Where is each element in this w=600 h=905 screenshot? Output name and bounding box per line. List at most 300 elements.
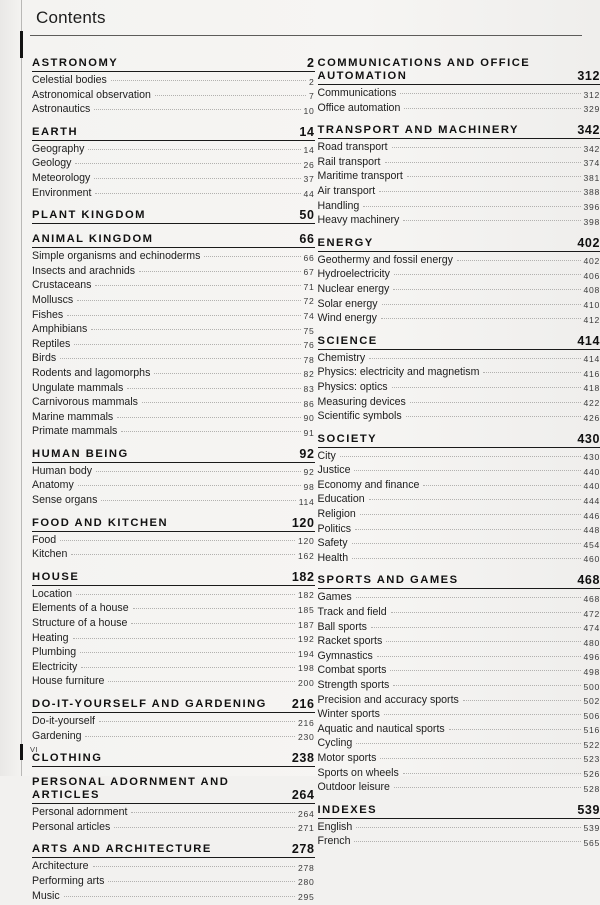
- toc-entry-leader: [403, 772, 581, 774]
- chapter-heading[interactable]: [32, 209, 315, 224]
- toc-entry-label: Do-it-yourself: [32, 714, 95, 729]
- chapter-block: [318, 433, 600, 566]
- toc-entry-leader: [380, 757, 580, 759]
- toc-entry-leader: [340, 455, 581, 457]
- toc-entry-leader: [71, 553, 295, 555]
- toc-entry-label: Location: [32, 587, 72, 602]
- chapter-entry-list: [318, 86, 600, 115]
- toc-entry-label: Economy and finance: [318, 478, 420, 493]
- chapter-block: [32, 57, 315, 117]
- toc-entry-label: Music: [32, 889, 60, 904]
- toc-entry-page-number: 528: [584, 782, 600, 797]
- chapter-heading[interactable]: [318, 237, 600, 252]
- toc-entry-page-number: 7: [309, 89, 314, 104]
- page-title: Contents: [36, 8, 106, 28]
- toc-entry-page-number: 526: [584, 767, 600, 782]
- chapter-title: SCIENCE: [318, 335, 378, 348]
- chapter-heading[interactable]: [318, 335, 600, 350]
- toc-entry[interactable]: [32, 424, 315, 439]
- toc-entry[interactable]: [318, 297, 600, 312]
- toc-entry[interactable]: [32, 142, 315, 157]
- toc-entry-leader: [94, 108, 300, 110]
- chapter-entry-list: [32, 142, 315, 200]
- chapter-entry-list: [318, 351, 600, 424]
- toc-entry[interactable]: [318, 351, 600, 366]
- toc-entry-leader: [91, 328, 300, 330]
- chapter-page-number: 120: [284, 517, 315, 530]
- toc-entry[interactable]: [318, 780, 600, 795]
- toc-entry-label: Geology: [32, 156, 71, 171]
- toc-entry-leader: [355, 528, 580, 530]
- toc-entry[interactable]: [32, 73, 315, 88]
- toc-entry[interactable]: [32, 645, 315, 660]
- toc-entry-leader: [384, 713, 581, 715]
- toc-entry-page-number: 98: [304, 480, 315, 495]
- chapter-page-number: 414: [569, 335, 600, 348]
- chapter-heading[interactable]: [318, 574, 600, 589]
- chapter-entry-list: [318, 449, 600, 566]
- toc-entry-leader: [356, 596, 581, 598]
- toc-entry[interactable]: [32, 293, 315, 308]
- toc-entry-label: Molluscs: [32, 293, 73, 308]
- toc-entry[interactable]: [318, 736, 600, 751]
- toc-entry[interactable]: [32, 533, 315, 548]
- toc-entry-page-number: 539: [584, 821, 600, 836]
- toc-entry-page-number: 498: [584, 665, 600, 680]
- toc-entry-leader: [356, 742, 580, 744]
- toc-entry[interactable]: [32, 249, 315, 264]
- toc-entry[interactable]: [318, 678, 600, 693]
- toc-entry[interactable]: [318, 449, 600, 464]
- chapter-block: [318, 237, 600, 326]
- toc-entry[interactable]: [32, 714, 315, 729]
- toc-entry[interactable]: [318, 590, 600, 605]
- toc-entry-page-number: 426: [584, 411, 600, 426]
- chapter-heading[interactable]: [318, 57, 600, 85]
- chapter-entry-list: [32, 587, 315, 689]
- chapter-entry-list: [32, 73, 315, 117]
- toc-entry-page-number: 522: [584, 738, 600, 753]
- toc-entry[interactable]: [318, 605, 600, 620]
- toc-entry[interactable]: [318, 766, 600, 781]
- chapter-heading[interactable]: [32, 752, 315, 767]
- chapter-page-number: 264: [284, 789, 315, 802]
- chapter-block: [318, 574, 600, 794]
- toc-entry-label: Hydroelectricity: [318, 267, 390, 282]
- chapter-heading[interactable]: [32, 233, 315, 248]
- toc-entry[interactable]: [318, 311, 600, 326]
- toc-entry-label: Measuring devices: [318, 395, 406, 410]
- toc-entry-leader: [60, 357, 300, 359]
- toc-entry[interactable]: [32, 102, 315, 117]
- toc-entry-leader: [400, 92, 580, 94]
- toc-entry[interactable]: [32, 547, 315, 562]
- toc-entry-label: Plumbing: [32, 645, 76, 660]
- toc-entry-label: Celestial bodies: [32, 73, 107, 88]
- toc-entry-leader: [95, 284, 300, 286]
- toc-entry[interactable]: [32, 820, 315, 835]
- toc-entry[interactable]: [318, 199, 600, 214]
- chapter-page-number: 402: [569, 237, 600, 250]
- toc-entry[interactable]: [32, 308, 315, 323]
- toc-entry-label: Safety: [318, 536, 348, 551]
- toc-entry-page-number: 440: [584, 465, 600, 480]
- chapter-heading[interactable]: [32, 517, 315, 532]
- toc-entry-page-number: 44: [304, 187, 315, 202]
- toc-entry-label: Politics: [318, 522, 352, 537]
- chapter-entry-list: [318, 253, 600, 326]
- toc-entry-leader: [117, 416, 300, 418]
- toc-entry[interactable]: [318, 536, 600, 551]
- toc-entry[interactable]: [318, 140, 600, 155]
- chapter-page-number: 312: [569, 70, 600, 83]
- toc-entry[interactable]: [318, 722, 600, 737]
- toc-entry-leader: [352, 557, 580, 559]
- toc-entry-leader: [393, 288, 580, 290]
- toc-entry-page-number: 90: [304, 411, 315, 426]
- chapter-page-number: 50: [291, 209, 314, 222]
- toc-entry-page-number: 192: [298, 632, 314, 647]
- chapter-heading[interactable]: [32, 57, 315, 72]
- chapter-title: ASTRONOMY: [32, 57, 118, 70]
- toc-entry[interactable]: [318, 634, 600, 649]
- toc-entry[interactable]: [32, 859, 315, 874]
- toc-entry[interactable]: [32, 186, 315, 201]
- toc-entry-leader: [354, 469, 580, 471]
- toc-entry[interactable]: [318, 155, 600, 170]
- toc-entry-leader: [96, 470, 300, 472]
- toc-entry-label: Structure of a house: [32, 616, 127, 631]
- chapter-block: [318, 124, 600, 228]
- toc-entry-leader: [139, 270, 300, 272]
- chapter-title: PLANT KINGDOM: [32, 209, 146, 222]
- toc-entry-leader: [352, 542, 581, 544]
- toc-entry-label: Maritime transport: [318, 169, 403, 184]
- toc-entry-leader: [76, 593, 295, 595]
- header-divider: [30, 35, 582, 36]
- toc-entry-leader: [131, 811, 295, 813]
- contents-column-right: [318, 57, 600, 904]
- toc-entry-leader: [88, 148, 300, 150]
- toc-entry[interactable]: [32, 874, 315, 889]
- toc-entry[interactable]: [318, 365, 600, 380]
- toc-entry-page-number: 271: [298, 821, 314, 836]
- chapter-block: [32, 448, 315, 508]
- chapter-page-number: 342: [569, 124, 600, 137]
- toc-entry[interactable]: [318, 707, 600, 722]
- toc-entry[interactable]: [318, 693, 600, 708]
- toc-entry[interactable]: [32, 464, 315, 479]
- toc-entry-page-number: 422: [584, 396, 600, 411]
- toc-entry-leader: [204, 255, 300, 257]
- toc-entry-page-number: 398: [584, 215, 600, 230]
- toc-entry[interactable]: [318, 751, 600, 766]
- toc-entry-leader: [81, 666, 295, 668]
- toc-entry[interactable]: [32, 805, 315, 820]
- toc-entry-page-number: 444: [584, 494, 600, 509]
- toc-entry-label: Motor sports: [318, 751, 377, 766]
- toc-entry[interactable]: [318, 101, 600, 116]
- toc-entry[interactable]: [318, 834, 600, 849]
- toc-entry-label: Communications: [318, 86, 397, 101]
- toc-entry-leader: [381, 317, 581, 319]
- toc-entry[interactable]: [318, 184, 600, 199]
- toc-entry[interactable]: [32, 601, 315, 616]
- toc-entry-label: Human body: [32, 464, 92, 479]
- toc-entry[interactable]: [32, 337, 315, 352]
- toc-entry[interactable]: [318, 463, 600, 478]
- toc-entry-label: Health: [318, 551, 349, 566]
- toc-entry-label: City: [318, 449, 336, 464]
- toc-entry-page-number: 182: [298, 588, 314, 603]
- toc-entry-leader: [393, 684, 580, 686]
- chapter-title: SOCIETY: [318, 433, 378, 446]
- toc-entry-page-number: 448: [584, 523, 600, 538]
- toc-entry-leader: [108, 680, 295, 682]
- toc-entry-label: Games: [318, 590, 352, 605]
- chapter-title: HOUSE: [32, 571, 79, 584]
- chapter-heading[interactable]: [32, 126, 315, 141]
- chapter-block: [318, 57, 600, 115]
- toc-entry-page-number: 72: [304, 294, 315, 309]
- toc-entry[interactable]: [318, 213, 600, 228]
- toc-entry-label: Road transport: [318, 140, 388, 155]
- toc-entry-leader: [95, 192, 300, 194]
- toc-entry-page-number: 78: [304, 353, 315, 368]
- chapter-title: COMMUNICATIONS AND OFFICE AUTOMATION: [318, 57, 570, 83]
- toc-entry-leader: [60, 539, 295, 541]
- toc-entry[interactable]: [32, 264, 315, 279]
- chapter-block: [32, 517, 315, 562]
- chapter-heading[interactable]: [32, 843, 315, 858]
- chapter-block: [32, 752, 315, 767]
- toc-entry-leader: [410, 401, 581, 403]
- chapter-entry-list: [32, 533, 315, 562]
- toc-entry-label: Ungulate mammals: [32, 381, 123, 396]
- chapter-title: EARTH: [32, 126, 78, 139]
- toc-entry[interactable]: [318, 649, 600, 664]
- toc-entry[interactable]: [318, 551, 600, 566]
- toc-entry-page-number: 66: [304, 251, 315, 266]
- toc-entry-leader: [94, 177, 300, 179]
- toc-entry[interactable]: [32, 493, 315, 508]
- toc-entry[interactable]: [32, 156, 315, 171]
- toc-entry[interactable]: [318, 478, 600, 493]
- toc-entry-page-number: 216: [298, 716, 314, 731]
- toc-entry-page-number: 416: [584, 367, 600, 382]
- toc-entry-leader: [377, 655, 581, 657]
- toc-entry[interactable]: [32, 381, 315, 396]
- toc-entry[interactable]: [32, 366, 315, 381]
- toc-entry[interactable]: [318, 820, 600, 835]
- chapter-title: DO-IT-YOURSELF AND GARDENING: [32, 698, 267, 711]
- toc-entry-page-number: 408: [584, 283, 600, 298]
- chapter-heading[interactable]: [32, 571, 315, 586]
- chapter-title: ARTS AND ARCHITECTURE: [32, 843, 212, 856]
- toc-entry-page-number: 406: [584, 269, 600, 284]
- toc-entry-label: Sense organs: [32, 493, 97, 508]
- chapter-title: ENERGY: [318, 237, 374, 250]
- toc-entry[interactable]: [318, 380, 600, 395]
- toc-entry[interactable]: [32, 674, 315, 689]
- chapter-block: [318, 804, 600, 849]
- toc-entry-label: Geography: [32, 142, 84, 157]
- toc-entry[interactable]: [318, 522, 600, 537]
- toc-entry-label: Carnivorous mammals: [32, 395, 138, 410]
- toc-entry-page-number: 75: [304, 324, 315, 339]
- toc-entry-page-number: 37: [304, 172, 315, 187]
- toc-entry-label: Electricity: [32, 660, 77, 675]
- toc-entry[interactable]: [318, 663, 600, 678]
- toc-entry[interactable]: [32, 88, 315, 103]
- toc-entry-page-number: 414: [584, 352, 600, 367]
- chapter-title: FOOD AND KITCHEN: [32, 517, 168, 530]
- toc-entry-leader: [403, 219, 580, 221]
- toc-entry-page-number: 418: [584, 381, 600, 396]
- toc-entry-leader: [391, 611, 581, 613]
- toc-entry-leader: [121, 430, 300, 432]
- toc-entry[interactable]: [32, 889, 315, 904]
- chapter-block: [32, 571, 315, 689]
- toc-entry-page-number: 114: [299, 495, 315, 510]
- toc-entry-page-number: 472: [584, 607, 600, 622]
- toc-entry-label: Outdoor leisure: [318, 780, 390, 795]
- toc-entry-leader: [154, 372, 300, 374]
- toc-entry-label: Marine mammals: [32, 410, 113, 425]
- toc-entry-label: Gardening: [32, 729, 81, 744]
- toc-entry-leader: [108, 880, 295, 882]
- toc-entry-page-number: 162: [298, 549, 314, 564]
- toc-entry-page-number: 474: [584, 621, 600, 636]
- toc-entry-leader: [356, 826, 580, 828]
- toc-entry-page-number: 185: [298, 603, 314, 618]
- toc-entry-page-number: 187: [298, 618, 314, 633]
- toc-entry-page-number: 342: [584, 142, 600, 157]
- toc-entry-leader: [363, 205, 580, 207]
- chapter-title: HUMAN BEING: [32, 448, 129, 461]
- toc-entry[interactable]: [318, 620, 600, 635]
- chapter-block: [32, 776, 315, 834]
- toc-entry[interactable]: [32, 660, 315, 675]
- toc-entry[interactable]: [318, 282, 600, 297]
- toc-entry-leader: [80, 651, 295, 653]
- toc-entry[interactable]: [32, 395, 315, 410]
- toc-entry-label: Architecture: [32, 859, 89, 874]
- toc-entry-page-number: 402: [584, 254, 600, 269]
- chapter-heading[interactable]: [318, 804, 600, 819]
- chapter-entry-list: [32, 464, 315, 508]
- toc-entry[interactable]: [32, 351, 315, 366]
- toc-entry[interactable]: [32, 616, 315, 631]
- toc-entry-page-number: 329: [584, 102, 600, 117]
- chapter-block: [32, 698, 315, 743]
- toc-entry[interactable]: [318, 86, 600, 101]
- toc-entry[interactable]: [32, 278, 315, 293]
- chapter-title: ANIMAL KINGDOM: [32, 233, 153, 246]
- toc-entry[interactable]: [318, 169, 600, 184]
- toc-entry-label: Heating: [32, 631, 69, 646]
- chapter-page-number: 92: [291, 448, 314, 461]
- chapter-heading[interactable]: [32, 776, 315, 804]
- chapter-entry-list: [32, 249, 315, 439]
- chapter-entry-list: [32, 859, 315, 903]
- toc-entry-page-number: 381: [584, 171, 600, 186]
- toc-entry-leader: [131, 622, 295, 624]
- toc-entry-page-number: 14: [304, 143, 315, 158]
- toc-entry[interactable]: [318, 253, 600, 268]
- toc-entry-label: Justice: [318, 463, 351, 478]
- chapter-page-number: 468: [569, 574, 600, 587]
- toc-entry-leader: [449, 728, 581, 730]
- chapter-block: [32, 126, 315, 200]
- toc-entry-label: Personal articles: [32, 820, 110, 835]
- chapter-heading[interactable]: [318, 433, 600, 448]
- toc-entry[interactable]: [32, 631, 315, 646]
- toc-entry-leader: [404, 107, 580, 109]
- toc-entry[interactable]: [318, 395, 600, 410]
- toc-entry-label: Winter sports: [318, 707, 380, 722]
- chapter-entry-list: [318, 820, 600, 849]
- toc-entry-page-number: 82: [304, 367, 315, 382]
- toc-entry-leader: [85, 735, 295, 737]
- toc-entry-page-number: 92: [304, 465, 315, 480]
- toc-entry-page-number: 91: [304, 426, 315, 441]
- toc-entry-leader: [78, 484, 301, 486]
- toc-entry-page-number: 26: [304, 158, 315, 173]
- toc-entry-label: Amphibians: [32, 322, 87, 337]
- toc-entry-leader: [67, 314, 300, 316]
- toc-entry-label: Handling: [318, 199, 360, 214]
- toc-entry[interactable]: [32, 587, 315, 602]
- toc-entry-page-number: 446: [584, 509, 600, 524]
- toc-entry-page-number: 264: [298, 807, 314, 822]
- toc-entry-leader: [74, 343, 300, 345]
- toc-entry-label: Astronautics: [32, 102, 90, 117]
- toc-entry-label: Chemistry: [318, 351, 366, 366]
- toc-entry-label: Ball sports: [318, 620, 367, 635]
- toc-entry-page-number: 388: [584, 185, 600, 200]
- toc-entry-label: Cycling: [318, 736, 353, 751]
- toc-entry-label: Religion: [318, 507, 356, 522]
- toc-entry-label: Racket sports: [318, 634, 383, 649]
- toc-entry-leader: [354, 840, 580, 842]
- chapter-heading[interactable]: [32, 448, 315, 463]
- toc-entry[interactable]: [32, 478, 315, 493]
- toc-entry-page-number: 67: [304, 265, 315, 280]
- toc-entry-label: Food: [32, 533, 56, 548]
- toc-entry[interactable]: [318, 507, 600, 522]
- toc-entry-label: Strength sports: [318, 678, 390, 693]
- toc-entry-page-number: 280: [298, 875, 314, 890]
- toc-entry-page-number: 200: [298, 676, 314, 691]
- toc-entry-label: Elements of a house: [32, 601, 129, 616]
- toc-entry[interactable]: [32, 410, 315, 425]
- toc-entry-page-number: 312: [584, 88, 600, 103]
- toc-entry[interactable]: [318, 409, 600, 424]
- toc-entry[interactable]: [32, 171, 315, 186]
- toc-entry-leader: [463, 699, 581, 701]
- toc-entry[interactable]: [318, 267, 600, 282]
- toc-entry-label: Personal adornment: [32, 805, 127, 820]
- chapter-heading[interactable]: [32, 698, 315, 713]
- toc-entry-leader: [75, 162, 300, 164]
- chapter-heading[interactable]: [318, 124, 600, 139]
- toc-entry[interactable]: [32, 322, 315, 337]
- toc-entry[interactable]: [32, 729, 315, 744]
- toc-entry-page-number: 74: [304, 309, 315, 324]
- toc-entry[interactable]: [318, 492, 600, 507]
- toc-entry-label: Kitchen: [32, 547, 67, 562]
